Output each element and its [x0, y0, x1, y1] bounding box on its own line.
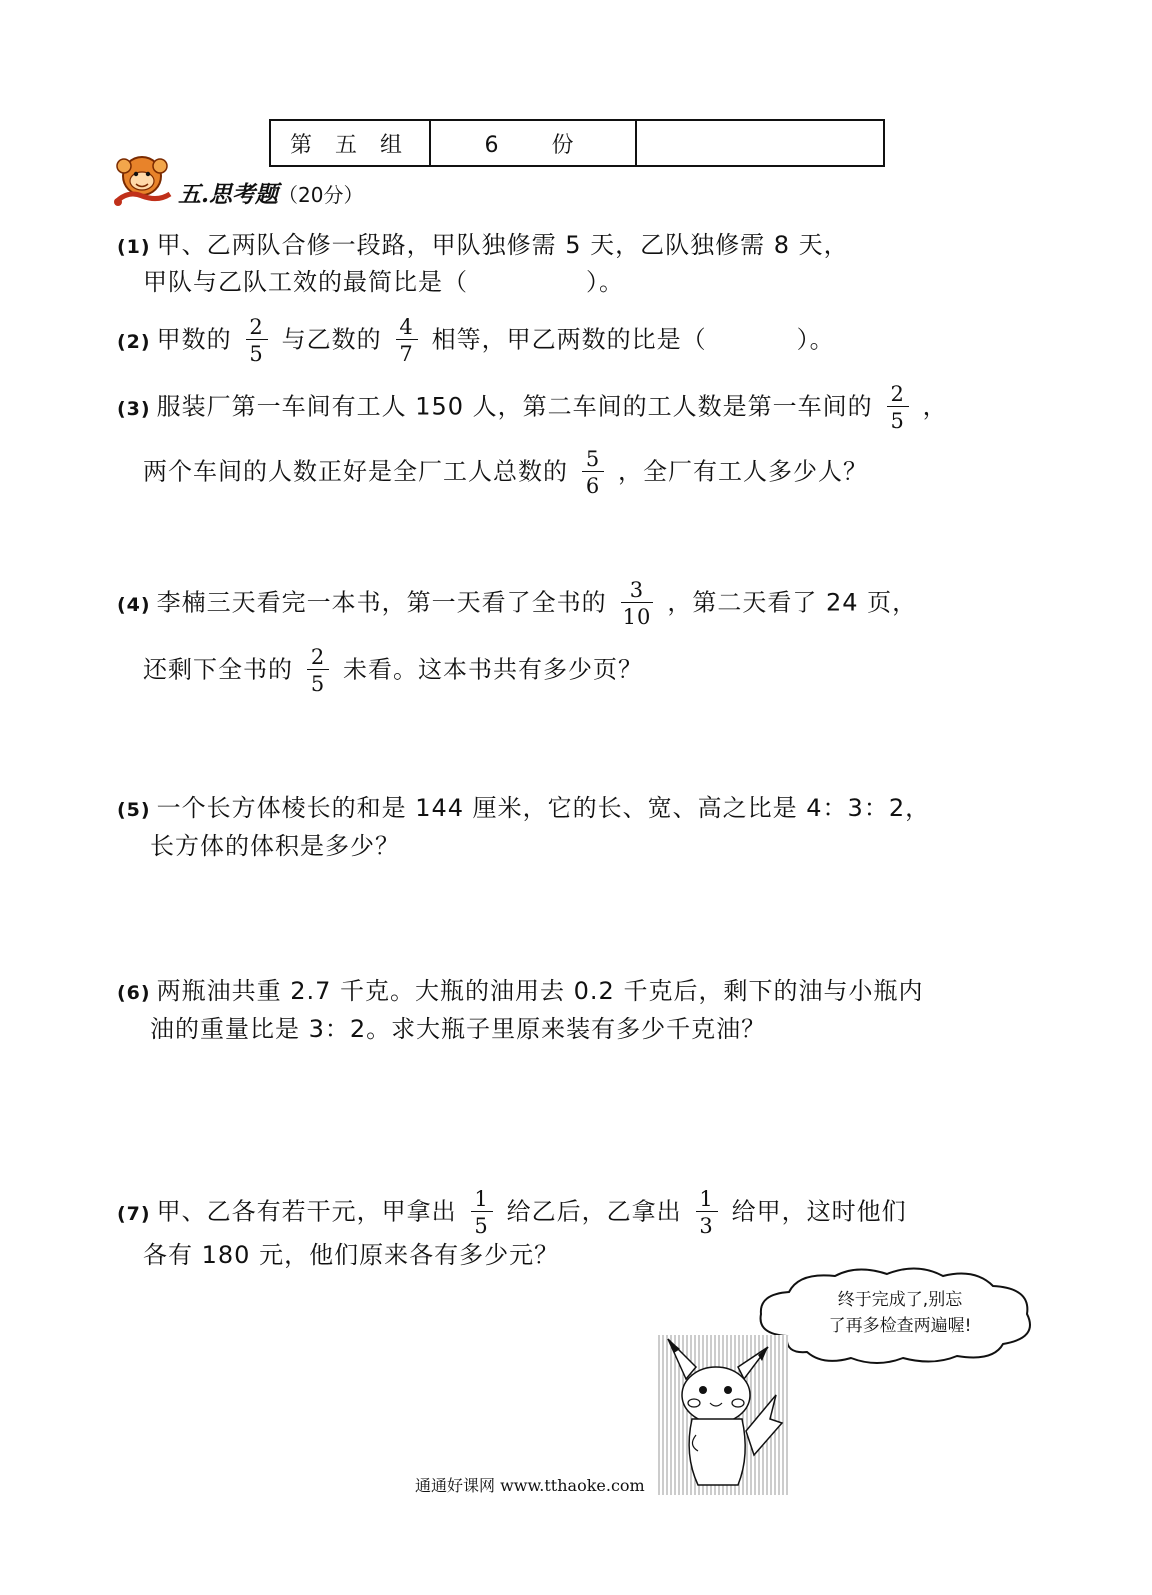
question-4-line-2 — [143, 645, 643, 696]
section-title — [178, 176, 363, 209]
bubble-line-1: 终于完成了,别忘 — [837, 1290, 963, 1310]
footer-text: 通通好课网 www.tthaoke.com — [415, 1476, 645, 1495]
fraction: $\frac{3}{10}$ — [622, 578, 652, 629]
question-4-number: (4) — [117, 593, 151, 616]
question-4-text-d: 未看。这本书共有多少页？ — [343, 655, 643, 684]
fraction: $\frac{2}{5}$ — [307, 645, 329, 696]
question-2-text-d: ）。 — [796, 325, 835, 354]
fraction: $\frac{2}{5}$ — [246, 315, 268, 366]
question-1-text-3: ）。 — [586, 268, 624, 296]
question-7-line-2: 各有 180 元，他们原来各有多少元？ — [143, 1241, 560, 1269]
question-5-line-2: 长方体的体积是多少？ — [150, 832, 400, 860]
question-1-text-1: 甲、乙两队合修一段路，甲队独修需 5 天，乙队独修需 8 天， — [156, 231, 849, 259]
bubble-line-2: 了再多检查两遍喔! — [828, 1316, 972, 1336]
question-6-line-1 — [117, 976, 923, 1008]
fraction: $\frac{2}{5}$ — [887, 382, 909, 433]
table-cell-empty — [637, 121, 883, 165]
question-6-text-1: 两瓶油共重 2.7 千克。大瓶的油用去 0.2 千克后，剩下的油与小瓶内 — [156, 977, 924, 1005]
question-2-line — [117, 315, 835, 366]
fraction: $\frac{1}{5}$ — [471, 1187, 493, 1238]
pikachu-illustration — [658, 1335, 788, 1495]
question-3-text-d: ，全厂有工人多少人？ — [618, 457, 868, 486]
question-5-line-1 — [117, 793, 930, 825]
score-table — [269, 119, 885, 167]
question-7-line-1 — [117, 1187, 907, 1238]
question-7-text-c: 给甲，这时他们 — [731, 1197, 907, 1226]
question-6-line-2: 油的重量比是 3：2。求大瓶子里原来装有多少千克油？ — [150, 1015, 767, 1043]
table-cell-group: 第 五 组 — [271, 121, 431, 165]
bubble-text — [795, 1287, 1005, 1339]
question-2-text-c: 相等，甲乙两数的比是（ — [431, 325, 707, 354]
question-5-number: (5) — [117, 799, 151, 821]
question-3-line-1 — [117, 382, 948, 433]
monkey-icon — [108, 152, 178, 212]
question-2-text-b: 与乙数的 — [281, 325, 382, 354]
table-cell-share: 6 份 — [431, 121, 637, 165]
question-6-number: (6) — [117, 982, 151, 1004]
question-3-number: (3) — [117, 397, 151, 420]
question-3-text-a: 服装厂第一车间有工人 150 人，第二车间的工人数是第一车间的 — [156, 392, 873, 421]
question-7-number: (7) — [117, 1202, 151, 1225]
fraction: $\frac{5}{6}$ — [582, 447, 604, 498]
question-7-text-b: 给乙后，乙拿出 — [506, 1197, 682, 1226]
question-3-text-c: 两个车间的人数正好是全厂工人总数的 — [143, 457, 568, 486]
question-4-text-c: 还剩下全书的 — [143, 655, 293, 684]
section-points: （20分） — [278, 183, 364, 207]
question-7-text-a: 甲、乙各有若干元，甲拿出 — [156, 1197, 457, 1226]
question-1-line-2 — [143, 267, 624, 297]
question-5-text-1: 一个长方体棱长的和是 144 厘米，它的长、宽、高之比是 4：3：2， — [156, 794, 931, 822]
section-title-text: 五.思考题 — [178, 181, 279, 208]
fraction: $\frac{1}{3}$ — [696, 1187, 718, 1238]
question-1-line-1 — [117, 230, 849, 262]
question-3-text-b: ， — [922, 392, 948, 421]
question-1-text-2: 甲队与乙队工效的最简比是（ — [143, 268, 468, 296]
question-4-text-b: ，第二天看了 24 页， — [667, 588, 918, 617]
fraction: $\frac{4}{7}$ — [396, 315, 418, 366]
question-4-text-a: 李楠三天看完一本书，第一天看了全书的 — [156, 588, 607, 617]
question-2-text-a: 甲数的 — [156, 325, 232, 354]
question-2-number: (2) — [117, 330, 151, 353]
question-1-number: (1) — [117, 236, 151, 258]
question-3-line-2 — [143, 447, 868, 498]
question-4-line-1 — [117, 578, 917, 629]
